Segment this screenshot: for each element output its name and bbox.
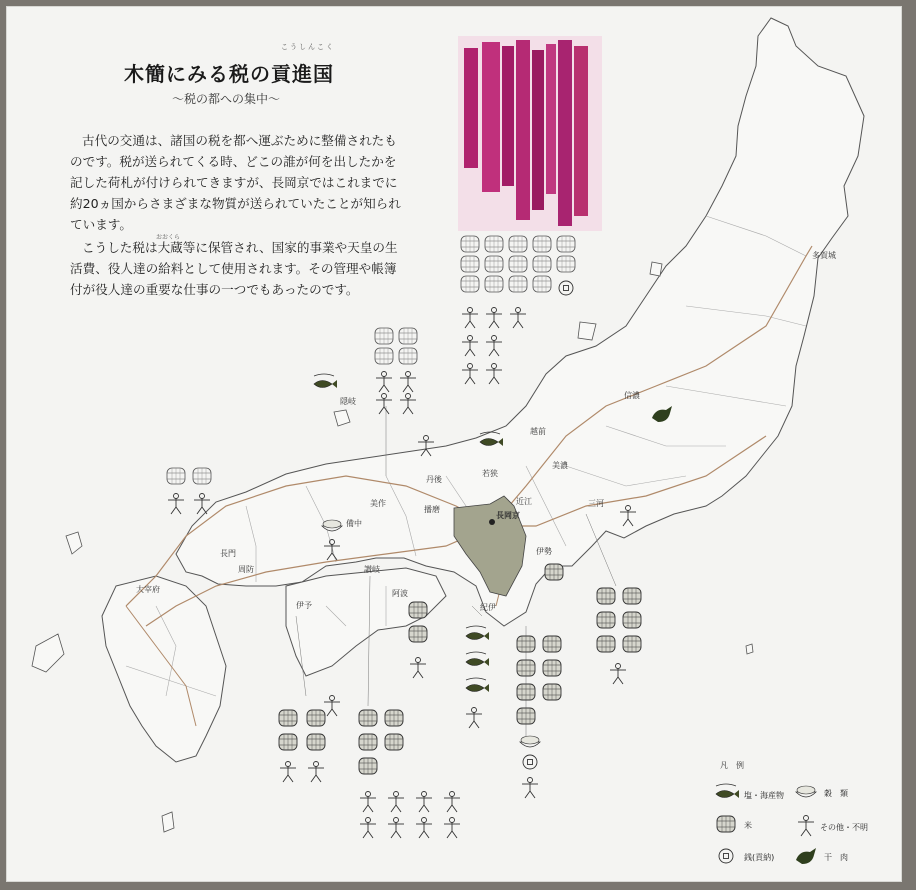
group-top bbox=[461, 236, 575, 384]
legend-label-seafood: 塩・海産物 bbox=[744, 791, 784, 800]
label-shinano: 信濃 bbox=[624, 391, 640, 400]
description bbox=[70, 130, 406, 302]
group-kii bbox=[466, 626, 561, 798]
label-tango: 丹後 bbox=[426, 475, 442, 484]
capital-label: 長岡京 bbox=[496, 511, 520, 520]
label-kii: 紀伊 bbox=[480, 603, 496, 612]
label-sanuki: 讃岐 bbox=[364, 565, 380, 574]
panel-subtitle: ～税の都への集中～ bbox=[172, 92, 281, 106]
legend-label-rice: 米 bbox=[744, 821, 752, 830]
label-harima: 播磨 bbox=[424, 505, 440, 514]
legend-label-meat: 干 肉 bbox=[824, 853, 848, 862]
paragraph-1: 古代の交通は、諸国の税を都へ運ぶために整備されたものです。税が送られてくる時、どこの誰が何を出したかを記した荷札が付けられてきますが、長岡京ではこれまでに約20ヵ国からさまざまな物質が送られていたことが知られています。 bbox=[70, 133, 401, 232]
legend-label-other: その他・不明 bbox=[820, 823, 868, 832]
label-echizen: 越前 bbox=[530, 427, 546, 436]
label-mikawa: 三河 bbox=[588, 499, 604, 508]
title-ruby: こうしんこく bbox=[281, 43, 335, 51]
legend-label-coin: 銭(貢納) bbox=[744, 853, 775, 862]
label-nagato: 長門 bbox=[220, 549, 236, 558]
group-iyo bbox=[279, 710, 325, 782]
label-mimasaka: 美作 bbox=[370, 499, 386, 508]
label-bitchu: 備中 bbox=[346, 519, 362, 528]
label-omi: 近江 bbox=[516, 497, 532, 506]
label-ise: 伊勢 bbox=[536, 547, 552, 556]
panel-title: 木簡にみる税の貢進国 bbox=[124, 62, 334, 86]
exhibit-panel bbox=[6, 6, 902, 882]
label-tagajo: 多賀城 bbox=[812, 251, 836, 260]
label-awa: 阿波 bbox=[392, 589, 408, 598]
label-oki: 隠岐 bbox=[340, 397, 356, 406]
legend-label-grain: 穀 類 bbox=[824, 789, 848, 798]
label-iyo: 伊予 bbox=[296, 601, 312, 610]
label-mino: 美濃 bbox=[552, 461, 568, 470]
okura-ruby: おおくら bbox=[156, 234, 181, 241]
label-suo: 周防 bbox=[238, 565, 254, 574]
legend-title: 凡 例 bbox=[720, 761, 744, 770]
label-dazaifu: 大宰府 bbox=[136, 585, 160, 594]
group-sanuki bbox=[359, 710, 460, 838]
group-awa bbox=[409, 602, 427, 678]
paragraph-2: こうした税は大蔵等に保管され、国家的事業や天皇の生活費、役人達の給料として使用されます。その管理や帳簿付が役人達の重要な仕事の一つでもあったのです。 bbox=[70, 240, 398, 297]
capital-marker bbox=[489, 519, 495, 525]
mokkan-photo bbox=[458, 36, 602, 231]
group-dazaifu-area bbox=[324, 696, 340, 717]
label-wakasa: 若狭 bbox=[482, 469, 498, 478]
group-tamba bbox=[375, 328, 417, 414]
